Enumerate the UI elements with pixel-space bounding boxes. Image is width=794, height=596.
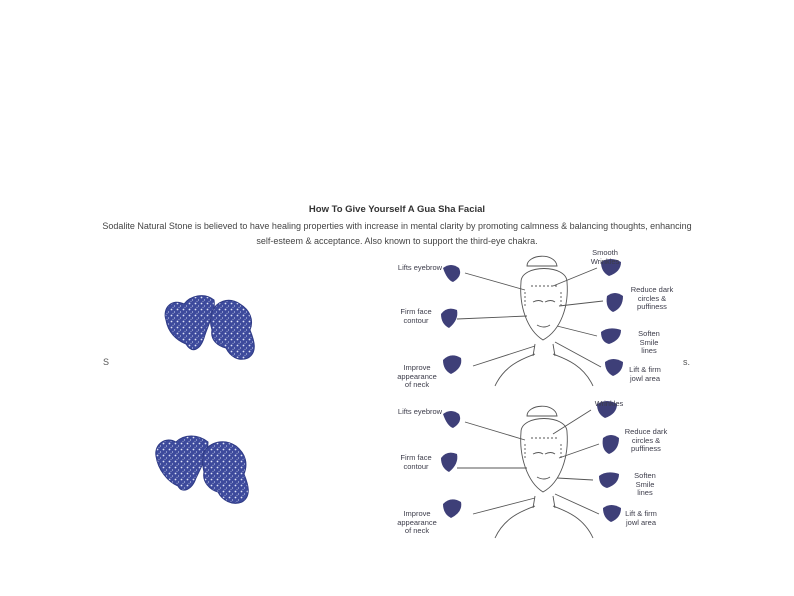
label-soften-smile-lines: Soften Smile lines [634,471,656,497]
label-reduce-dark-circles: Reduce dark circles & puffiness [624,427,668,453]
gua-sha-diagram-top [385,246,715,396]
label-reduce-dark-circles: Reduce dark circles & puffiness [630,285,674,311]
edge-text-left: S [103,357,110,367]
gua-sha-tool-icon [443,355,461,374]
gua-sha-tool-icon [599,472,619,488]
gua-sha-tool-icon [441,453,457,472]
label-lifts-eyebrow: Lifts eyebrow [397,263,443,272]
gua-sha-stones-top [158,290,268,365]
label-wrinkles: Wrinkles [594,399,624,408]
page-title: How To Give Yourself A Gua Sha Facial [308,204,486,215]
gua-sha-tool-icon [603,435,619,454]
label-soften-smile-lines: Soften Smile lines [638,329,660,355]
gua-sha-tool-icon [443,499,461,518]
label-smooth-wrinkles: Smooth Wrinkles [590,248,620,266]
gua-sha-diagram-bottom [385,398,715,548]
stone-shape [211,300,255,359]
label-improve-neck: Improve appearance of neck [397,363,437,389]
gua-sha-stones-bottom [150,430,265,505]
gua-sha-tool-icon [605,359,623,376]
label-firm-face-contour: Firm face contour [400,453,432,471]
description-text: Sodalite Natural Stone is believed to have healing properties with increase in mental clarity by promoting calmness & balancing thoughts, enhancing self-esteem & acceptance. Also known to support the third-eye chakra. [102,221,692,246]
gua-sha-tool-icon [601,328,621,344]
label-firm-face-contour: Firm face contour [400,307,432,325]
stone-shape [165,296,214,350]
gua-sha-tool-icon [607,293,623,312]
label-improve-neck: Improve appearance of neck [397,509,437,535]
stone-shape [156,436,208,490]
label-lift-firm-jowl: Lift & firm jowl area [625,509,657,527]
stone-shape [203,442,249,504]
edge-text-right: s. [683,357,691,367]
label-lifts-eyebrow: Lifts eyebrow [397,407,443,416]
gua-sha-tool-icon [441,309,457,328]
gua-sha-tool-icon [603,505,621,522]
label-lift-firm-jowl: Lift & firm jowl area [629,365,661,383]
